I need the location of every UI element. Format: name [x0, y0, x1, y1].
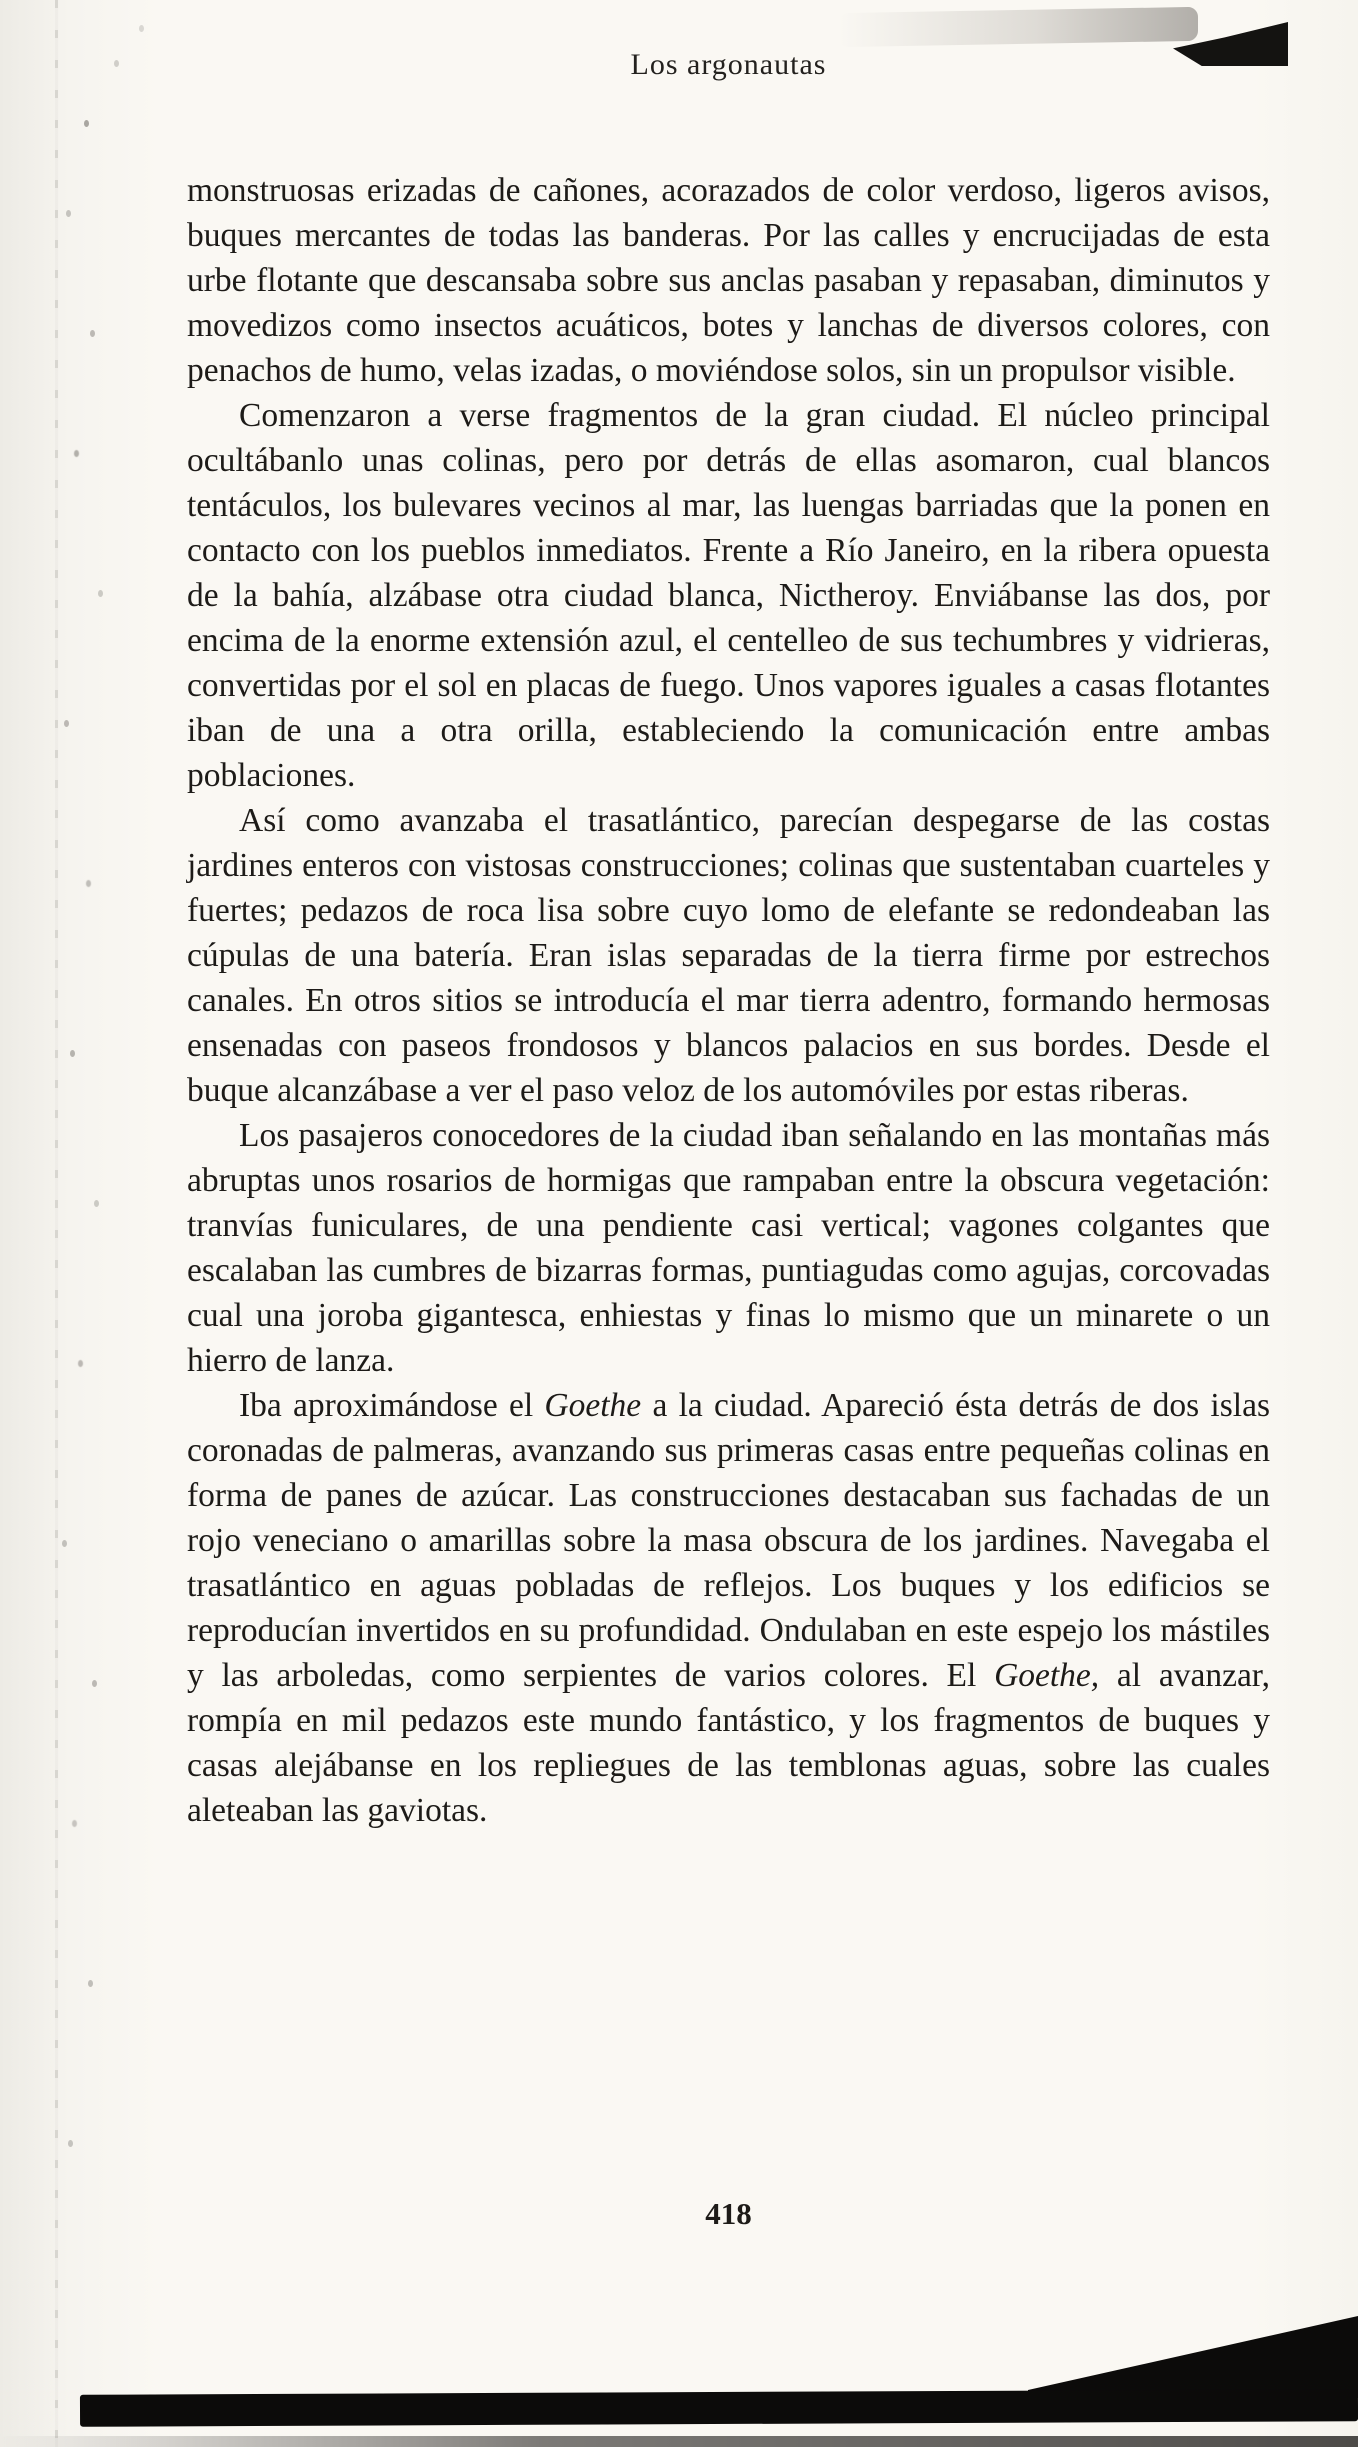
- paragraph: [187, 168, 1270, 393]
- paragraph: [187, 798, 1270, 1113]
- page-body: [187, 168, 1270, 1833]
- scan-gutter-line: [55, 0, 58, 2447]
- text-run: Iba aproximándose el: [239, 1387, 545, 1424]
- scan-smudge-top-right: [838, 7, 1198, 47]
- text-run: al avanzar, rompía en mil pedazos este mundo fantástico, y los fragmentos de buques y casas alejábanse en los repliegues de las temblonas aguas, sobre las cuales aleteaban las gaviotas.: [187, 1657, 1270, 1829]
- text-run: Los pasajeros conocedores de la ciudad iban señalando en las montañas más abruptas unos rosarios de hormigas que rampaban entre la obscura vegetación: tranvías funiculares, de una pendiente casi vertical; vagones colgantes que escalaban las cumbres de bizarras formas, puntiagudas como agujas, corcovadas cual una joroba gigantesca, enhiestas y finas lo mismo que un minarete o un hierro de lanza.: [187, 1117, 1270, 1379]
- scan-speckles: [84, 120, 89, 127]
- text-run-italic: Goethe: [544, 1387, 642, 1424]
- page-number: 418: [705, 2196, 752, 2231]
- scan-black-wedge-bottom-right: [1028, 2298, 1358, 2398]
- running-head: Los argonautas: [630, 48, 827, 81]
- text-run: monstruosas erizadas de cañones, acorazados de color verdoso, ligeros avisos, buques mercantes de todas las banderas. Por las calles y encrucijadas de esta urbe flotante que descansaba sobre sus anclas pasaban y repasaban, diminutos y movedizos como insectos acuáticos, botes y lanchas de diversos colores, con penachos de humo, velas izadas, o moviéndose solos, sin un propulsor visible.: [187, 172, 1270, 389]
- paragraph: [187, 1383, 1270, 1833]
- paragraph: [187, 393, 1270, 798]
- scan-black-band-bottom: [80, 2389, 1358, 2427]
- text-run: Así como avanzaba el trasatlántico, parecían despegarse de las costas jardines enteros con vistosas construcciones; colinas que sustentaban cuarteles y fuertes; pedazos de roca lisa sobre cuyo lomo de elefante se redondeaban las cúpulas de una batería. Eran islas separadas de la tierra firme por estrechos canales. En otros sitios se introducía el mar tierra adentro, formando hermosas ensenadas con paseos frondosos y blancos palacios en sus bordes. Desde el buque alcanzábase a ver el paso veloz de los automóviles por estas riberas.: [187, 802, 1270, 1109]
- text-run-italic: Goethe,: [994, 1657, 1100, 1694]
- text-run: Comenzaron a verse fragmentos de la gran ciudad. El núcleo principal ocultábanlo unas colinas, pero por detrás de ellas asomaron, cual blancos tentáculos, los bulevares vecinos al mar, las luengas barriadas que la ponen en contacto con los pueblos inmediatos. Frente a Río Janeiro, en la ribera opuesta de la bahía, alzábase otra ciudad blanca, Nictheroy. Enviábanse las dos, por encima de la enorme extensión azul, el centelleo de sus techumbres y vidrieras, convertidas por el sol en placas de fuego. Unos vapores iguales a casas flotantes iban de una a otra orilla, estableciendo la comunicación entre ambas poblaciones.: [187, 397, 1270, 794]
- paragraph: [187, 1113, 1270, 1383]
- text-run: a la ciudad. Apareció ésta detrás de dos islas coronadas de palmeras, avanzando sus primeras casas entre pequeñas colinas en forma de panes de azúcar. Las construcciones destacaban sus fachadas de un rojo veneciano o amarillas sobre la masa obscura de los jardines. Navegaba el trasatlántico en aguas pobladas de reflejos. Los buques y los edificios se reproducían invertidos en su profundidad. Ondulaban en este espejo los mástiles y las arboledas, como serpientes de varios colores. El: [187, 1387, 1270, 1694]
- scan-dark-bottom-edge: [0, 2436, 1358, 2447]
